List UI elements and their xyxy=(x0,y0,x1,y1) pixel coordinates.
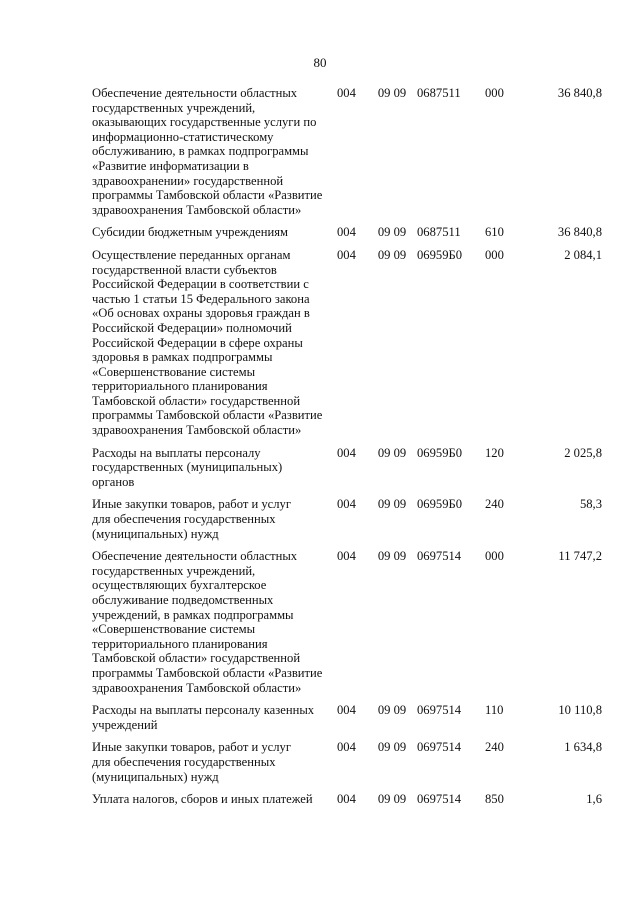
table-row xyxy=(92,86,602,225)
description-line: программы Тамбовской области «Развитие xyxy=(92,408,323,423)
row-description xyxy=(92,86,337,225)
table-row xyxy=(92,549,602,703)
description-line: территориального планирования xyxy=(92,379,268,394)
description-line: территориального планирования xyxy=(92,636,268,651)
expense-type-code: 110 xyxy=(485,703,504,718)
description-line: государственных (муниципальных) xyxy=(92,460,283,475)
budget-table-body xyxy=(92,86,602,815)
row-description xyxy=(92,740,337,792)
amount: 36 840,8 xyxy=(557,225,602,240)
description-line: учреждений, в рамках подпрограммы xyxy=(92,607,294,622)
target-article-code: 0697514 xyxy=(417,549,462,564)
description-line: Уплата налогов, сборов и иных платежей xyxy=(92,792,313,807)
description-line: Осуществление переданных органам xyxy=(92,247,291,262)
description-line: здоровья в рамках подпрограммы xyxy=(92,350,273,365)
table-row xyxy=(92,248,602,446)
description-line: Расходы на выплаты персоналу казенных xyxy=(92,703,315,718)
target-article-code: 0697514 xyxy=(417,703,462,718)
target-article-code: 0687511 xyxy=(417,86,461,100)
amount: 58,3 xyxy=(579,497,602,512)
description-line: Тамбовской области» государственной xyxy=(92,651,301,666)
table-row xyxy=(92,703,602,740)
row-description xyxy=(92,446,337,498)
amount: 36 840,8 xyxy=(557,86,602,100)
target-article-code: 06959Б0 xyxy=(417,247,463,262)
ministry-code: 004 xyxy=(337,497,356,512)
description-line: для обеспечения государственных xyxy=(92,512,276,527)
amount: 2 084,1 xyxy=(564,247,602,262)
description-line: «Об основах охраны здоровья граждан в xyxy=(92,306,310,321)
description-line: «Развитие информатизации в xyxy=(92,158,249,173)
description-line: здравоохранения Тамбовской области» xyxy=(92,423,302,438)
ministry-code: 004 xyxy=(337,445,356,460)
ministry-code: 004 xyxy=(337,740,356,755)
amount: 10 110,8 xyxy=(558,703,602,718)
description-line: Иные закупки товаров, работ и услуг xyxy=(92,497,292,512)
ministry-code: 004 xyxy=(337,247,356,262)
row-description xyxy=(92,703,337,740)
table-row xyxy=(92,497,602,549)
description-line: Расходы на выплаты персоналу xyxy=(92,445,261,460)
description-line: здравоохранении» государственной xyxy=(92,173,284,188)
description-line: оказывающих государственные услуги по xyxy=(92,115,317,130)
target-article-code: 06959Б0 xyxy=(417,445,463,460)
target-article-code: 0697514 xyxy=(417,740,462,755)
table-row xyxy=(92,792,602,815)
table-row xyxy=(92,225,602,248)
expense-type-code: 120 xyxy=(485,445,504,460)
expense-type-code: 850 xyxy=(485,792,504,807)
description-line: частью 1 статьи 15 Федерального закона xyxy=(92,291,310,306)
section-code: 09 09 xyxy=(377,86,407,100)
ministry-code: 004 xyxy=(337,86,356,100)
ministry-code: 004 xyxy=(337,549,356,564)
description-line: здравоохранения Тамбовской области» xyxy=(92,202,302,217)
row-description xyxy=(92,549,337,703)
description-line: обслуживание подведомственных xyxy=(92,593,274,607)
description-line: осуществляющих бухгалтерское xyxy=(92,578,267,593)
description-line: учреждений xyxy=(92,717,158,732)
description-line: Тамбовской области» государственной xyxy=(92,393,301,408)
section-code: 09 09 xyxy=(377,247,407,262)
section-code: 09 09 xyxy=(377,703,407,718)
description-line: государственных учреждений, xyxy=(92,100,256,115)
description-line: информационно-статистическому xyxy=(92,129,274,144)
row-description xyxy=(92,792,337,815)
section-code: 09 09 xyxy=(377,225,407,240)
description-line: государственной власти субъектов xyxy=(92,262,277,277)
target-article-code: 0687511 xyxy=(417,225,461,240)
table-row xyxy=(92,446,602,498)
description-line: Субсидии бюджетным учреждениям xyxy=(92,225,288,240)
table-row xyxy=(92,740,602,792)
description-line: обслуживанию, в рамках подпрограммы xyxy=(92,144,309,159)
description-line: Иные закупки товаров, работ и услуг xyxy=(92,740,292,755)
section-code: 09 09 xyxy=(377,445,407,460)
amount: 11 747,2 xyxy=(558,549,602,564)
expense-type-code: 240 xyxy=(485,740,504,755)
row-description xyxy=(92,225,337,248)
section-code: 09 09 xyxy=(377,740,407,755)
amount: 1,6 xyxy=(586,792,602,807)
target-article-code: 06959Б0 xyxy=(417,497,463,512)
amount: 1 634,8 xyxy=(564,740,602,755)
expense-type-code: 610 xyxy=(485,225,504,240)
description-line: государственных учреждений, xyxy=(92,563,256,578)
description-line: Обеспечение деятельности областных xyxy=(92,86,298,100)
description-line: здравоохранения Тамбовской области» xyxy=(92,680,302,695)
description-line: Российской Федерации» полномочий xyxy=(92,320,292,335)
target-article-code: 0697514 xyxy=(417,792,462,807)
ministry-code: 004 xyxy=(337,703,356,718)
expense-type-code: 000 xyxy=(485,247,504,262)
description-line: для обеспечения государственных xyxy=(92,754,276,769)
description-line: «Совершенствование системы xyxy=(92,364,256,379)
ministry-code: 004 xyxy=(337,792,356,807)
section-code: 09 09 xyxy=(377,497,407,512)
description-line: «Совершенствование системы xyxy=(92,622,256,637)
expense-type-code: 240 xyxy=(485,497,504,512)
expense-type-code: 000 xyxy=(485,549,504,564)
description-line: Российской Федерации в сфере охраны xyxy=(92,335,303,350)
expense-type-code: 000 xyxy=(485,86,504,100)
description-line: Обеспечение деятельности областных xyxy=(92,549,298,564)
budget-table xyxy=(92,86,602,815)
description-line: программы Тамбовской области «Развитие xyxy=(92,188,323,203)
row-description xyxy=(92,497,337,549)
description-line: (муниципальных) нужд xyxy=(92,526,219,541)
section-code: 09 09 xyxy=(377,549,407,564)
page-number: 80 xyxy=(313,55,327,70)
row-description xyxy=(92,248,337,446)
ministry-code: 004 xyxy=(337,225,356,240)
amount: 2 025,8 xyxy=(564,445,602,460)
section-code: 09 09 xyxy=(377,792,407,807)
description-line: органов xyxy=(92,474,135,489)
description-line: (муниципальных) нужд xyxy=(92,769,219,784)
description-line: Российской Федерации в соответствии с xyxy=(92,277,309,292)
description-line: программы Тамбовской области «Развитие xyxy=(92,665,323,680)
